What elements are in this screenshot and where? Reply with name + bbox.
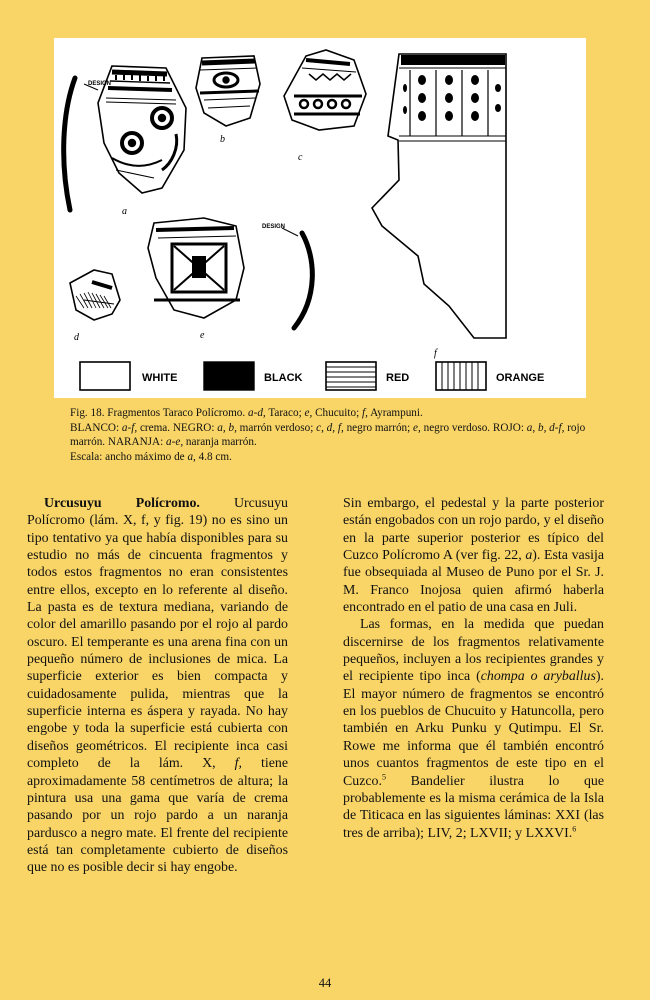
fragment-f — [372, 54, 506, 338]
fragment-a — [98, 66, 186, 193]
paragraph-forms: Las formas, en la medida que puedan discernirse de los fragmentos relativamente pequeños, incluyen a los recipientes grandes y el recipiente tipo inca (chompa o aryballus). El mayor número de fragmentos se encontró en los pueblos de Chucuito y Hatuncolla, pero también en Arku Punku y Qutimpu. El Sr. Rowe me informa que él también encontró unos cuantos fragmentos de este tipo en el Cuzco.$^5$ Bandelier ilustra lo que probablemente es la misma cerámica de la Isla de Titicaca en las siguientes láminas: XXI (las tres de arriba); LIV, 2; LXVII; y LXXVI.$^6$ — [343, 617, 604, 841]
legend-swatch-black — [204, 362, 254, 390]
paragraph-urcusuyu: Urcusuyu Polícromo. Urcusuyu Polícromo (lám. X, f, y fig. 19) no es sino un tipo tentativo ya que había disponibles para su estudio no más de cincuenta fragmentos y todos estos fragmentos no eran consistentes entre ellos, excepto en lo referente al diseño. La pasta es de textura mediana, variando de color del amarillo pasando por el rojo al pardo oscuro. El temperante es una arena fina con un pequeño número de inclusiones de mica. La superficie exterior es bien compacta y cuidadosamente pulida, mientras que la superficie interna es áspera y rayada. No hay engobe y toda la superficie está cubierta con diseños geométricos. El recipiente inca casi completo de la lám. X, f, tiene aproximadamente 58 centímetros de altura; la pintura usa una gama que varía de crema pasando por un rojo pardo a un naranja pardusco a negro mate. El frente del recipiente está tan completamente cubierto de diseños que no es posible decir si hay engobe. — [27, 496, 288, 876]
fragment-b — [196, 56, 260, 126]
legend-label-red: RED — [386, 372, 410, 384]
paragraph-continuation: Sin embargo, el pedestal y la parte posterior están engobados con un rojo pardo, y el diseño en la parte superior posterior es típico del Cuzco Polícromo A (ver fig. 22, a). Esta vasija fue obsequiada al Museo de Puno por el Sr. J. M. Franco Inojosa quien afirmó haberla encontrado en el patio de una casa en Juli. — [343, 496, 604, 616]
label-c: c — [298, 152, 303, 163]
legend-label-orange: ORANGE — [496, 372, 545, 384]
legend-swatch-white — [80, 362, 130, 390]
caption-line-2: BLANCO: a-f, crema. NEGRO: a, b, marrón verdoso; c, d, f, negro marrón; e, negro verdoso. ROJO: a, b, d-f, rojo marrón. NARANJA: a-e, naranja marrón. — [70, 421, 586, 448]
label-f: f — [434, 348, 437, 359]
body-column-left — [27, 495, 288, 877]
caption-line-3: Escala: ancho máximo de a, 4.8 cm. — [70, 450, 232, 463]
label-b: b — [220, 134, 225, 145]
caption-line-1: Fig. 18. Fragmentos Taraco Polícromo. a-d, Taraco; e, Chucuito; f, Ayrampuni. — [70, 407, 423, 419]
design-label-a: DESIGN — [88, 81, 112, 87]
page-number: 44 — [318, 976, 332, 990]
color-legend — [80, 362, 544, 390]
fragment-e — [148, 218, 244, 318]
fragment-c — [284, 50, 366, 130]
label-d: d — [74, 332, 79, 343]
design-label-e: DESIGN — [262, 224, 286, 230]
footnote-ref-6[interactable]: 6 — [572, 823, 577, 833]
body-column-right — [343, 495, 604, 842]
fragment-d — [70, 270, 120, 320]
figure-18-image — [54, 38, 586, 398]
footnote-ref-5[interactable]: 5 — [381, 771, 386, 781]
label-e: e — [200, 330, 205, 341]
section-title: Urcusuyu Polícromo. — [44, 496, 200, 511]
label-a: a — [122, 206, 127, 217]
figure-caption — [70, 406, 610, 464]
legend-label-black: BLACK — [264, 372, 303, 384]
pottery-fragments-drawing — [54, 38, 586, 398]
legend-swatch-red — [326, 362, 376, 390]
legend-label-white: WHITE — [142, 372, 178, 384]
